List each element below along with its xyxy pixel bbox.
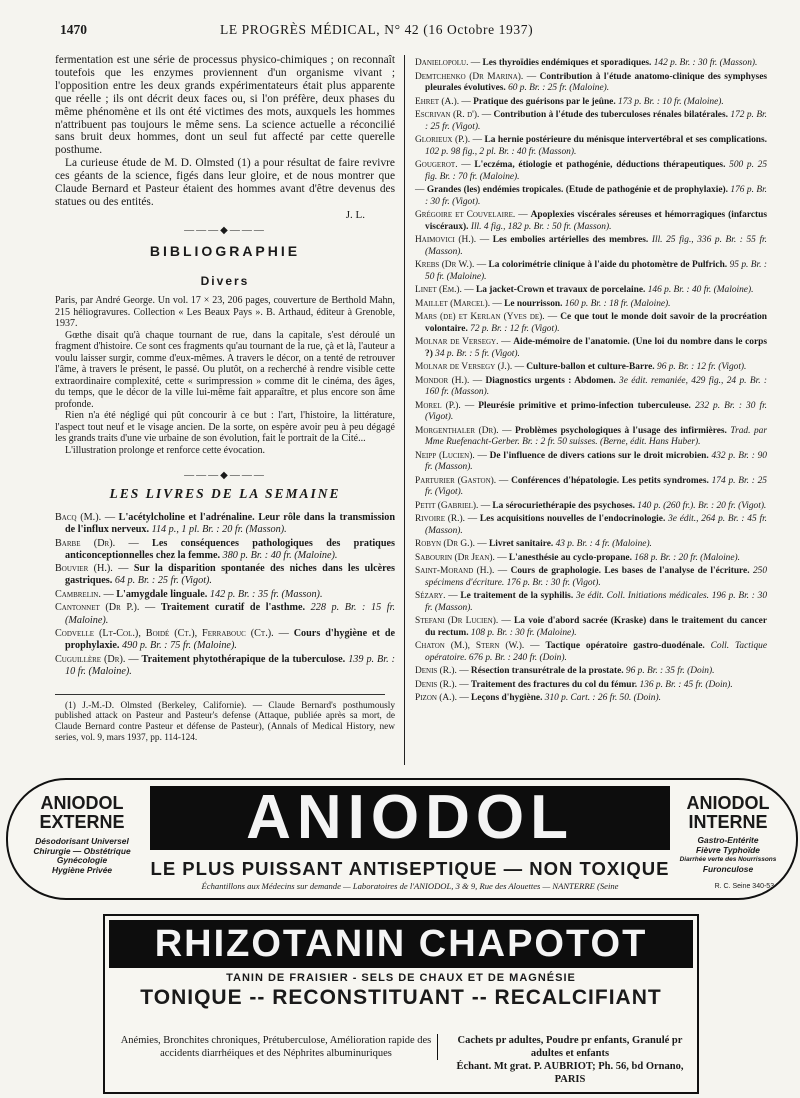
ad-line: Furonculose — [702, 863, 754, 874]
ad-line: Gastro-Entérite — [697, 835, 759, 845]
book-author: Parturier (Gaston). — [415, 475, 497, 486]
book-title: Résection transurétrale de la prostate. — [470, 666, 624, 676]
book-title: Les conséquences pathologiques des pratiques anticonceptionnelles chez la femme. — [65, 537, 395, 561]
book-entry: Morel (P.). — Pleurésie primitive et primo-infection tuberculeuse. 232 p. Br. : 30 fr. (Vigot). — [415, 400, 768, 422]
book-entry: Grégoire et Couvelaire. — Apoplexies viscérales séreuses et hémorragiques (infarctus viscéraux). Ill. 4 fig., 182 p. Br. : 50 fr. (Masson). — [415, 210, 767, 232]
book-publication: Ill. 25 fig., 336 p. Br. : 55 fr. (Masson). — [425, 235, 768, 257]
rhizotanin-brand: RHIZOTANIN CHAPOTOT — [109, 920, 693, 968]
book-title: Les acquisitions nouvelles de l'endocrinologie. — [479, 514, 666, 524]
book-author: Mars (de) et Kerlan (Yves de). — [415, 312, 545, 322]
book-title: La sérocuriethérapie des psychoses. — [492, 500, 635, 511]
book-entry: Rivoire (R.). — Les acquisitions nouvelles de l'endocrinologie. 3e édit., 264 p. Br. : 45 fr. (Masson). — [415, 514, 768, 536]
book-author: Cuguillère (Dr). — [55, 653, 126, 665]
book-publication: 102 p. 98 fig., 2 pl. Br. : 40 fr. (Masson). — [425, 146, 577, 157]
book-publication: 60 p. Br. : 25 fr. (Maloine). — [508, 83, 610, 93]
book-publication: 140 p. (260 fr.). Br. : 20 fr. (Vigot). — [637, 500, 767, 511]
book-title: Diagnostics urgents : Abdomen. — [485, 375, 616, 386]
book-entry: Parturier (Gaston). — Conférences d'hépatologie. Les petits syndromes. 174 p. Br. : 25 fr. (Vigot). — [415, 475, 767, 497]
book-author: Sabourin (Dr Jean). — [415, 552, 495, 563]
ad-subtitle: TANIN DE FRAISIER - SELS DE CHAUX ET DE MAGNÉSIE — [226, 972, 576, 984]
book-entry: Pizon (A.). — Leçons d'hygiène. 310 p. Cart. : 26 fr. 50. (Doin). — [415, 693, 661, 703]
book-author: Linet (Em.). — [415, 285, 462, 295]
footnote: (1) J.-M.-D. Olmsted (Berkeley, Californie). — Claude Bernard's posthumously published attack on Pasteur and Pasteur's defense (Attaque, publiée après sa mort, de Claude Bernard contre Pasteur et défense de Pasteur), (Annals of Medical History, new series, vol. 9, mars 1937, pp. 114-124. — [55, 700, 395, 743]
book-entry: Ehret (A.). — Pratique des guérisons par le jeûne. 173 p. Br. : 10 fr. (Maloine). — [415, 96, 724, 107]
book-entry: Demtchenko (Dr Marina). — Contribution à l'étude anatomo-clinique des symphyses pleurales évolutives. 60 p. Br. : 25 fr. (Maloine). — [415, 71, 768, 93]
ad-registration: R. C. Seine 340-534 — [714, 883, 778, 890]
intro-text — [55, 54, 395, 221]
book-title: La colorimétrie clinique à l'aide du photomètre de Pulfrich. — [488, 260, 728, 270]
book-entry: Sézary. — Le traitement de la syphilis. 3e édit. Coll. Initiations médicales. 196 p. Br. : 30 fr. (Masson). — [415, 591, 768, 613]
book-publication: 172 p. Br. : 25 fr. (Vigot). — [425, 110, 767, 132]
book-author: Bouvier (H.). — [55, 563, 113, 575]
book-entry: — Grandes (les) endémies tropicales. (Etude de pathogénie et de prophylaxie). 176 p. Br. : 30 fr. (Vigot). — [415, 185, 768, 207]
ad-line: Hygiène Privée — [51, 864, 113, 875]
book-title: Ce que tout le monde doit savoir de la procréation volontaire. — [425, 312, 768, 334]
book-publication: 500 p. 25 fig. Br. : 70 fr. (Maloine). — [425, 160, 768, 182]
book-author: Escrivan (R. d'). — [415, 110, 480, 120]
book-title: La jacket-Crown et travaux de porcelaine. — [475, 285, 646, 295]
book-author: Morgenthaler (Dr). — [415, 425, 499, 436]
aniodol-brand: ANIODOL — [150, 786, 670, 850]
book-title: Culture-ballon et culture-Barre. — [526, 362, 655, 372]
ad-line: Désodorisant Universel — [35, 836, 129, 846]
book-title: Cours de graphologie. Les bases de l'analyse de l'écriture. — [510, 566, 750, 576]
book-publication: 174 p. Br. : 25 fr. (Vigot). — [425, 475, 767, 497]
column-divider — [404, 55, 405, 765]
book-publication: 146 p. Br. : 40 fr. (Maloine). — [647, 285, 754, 295]
book-publication: 72 p. Br. : 12 fr. (Vigot). — [470, 323, 560, 334]
book-title: Les embolies artérielles des membres. — [492, 235, 649, 245]
ad-line: Gynécologie — [56, 855, 108, 866]
signature: J. L. — [345, 208, 365, 221]
book-author: Pizon (A.). — [415, 693, 457, 703]
book-title: Conférences d'hépatologie. Les petits syndromes. — [511, 475, 709, 486]
book-publication: 43 p. Br. : 4 fr. (Maloine). — [555, 539, 652, 549]
ad-claim: TONIQUE -- RECONSTITUANT -- RECALCIFIANT — [140, 986, 662, 1009]
book-publication: 3e édit. Coll. Initiations médicales. 196 p. Br. : 30 fr. (Masson). — [425, 591, 768, 613]
book-author: Denis (R.). — [415, 679, 457, 690]
book-entry: Denis (R.). — Traitement des fractures du col du fémur. 136 p. Br. : 45 fr. (Doin). — [415, 679, 733, 690]
book-publication: 432 p. Br. : 90 fr. (Masson). — [425, 450, 767, 472]
aniodol-advertisement — [6, 778, 798, 900]
book-entry: Molnar de Versegy. — Aide-mémoire de l'anatomie. (Une loi du nombre dans le corps ?) 34 p. Br. : 5 fr. (Vigot). — [415, 337, 767, 359]
book-publication: 228 p. Br. : 15 fr. (Maloine). — [65, 602, 395, 626]
book-publication: 3e édit. remaniée, 429 fig., 24 p. Br. : 160 fr. (Masson). — [425, 375, 768, 397]
book-publication: 108 p. Br. : 30 fr. (Maloine). — [470, 627, 577, 638]
book-title: Les thyroïdies endémiques et sporadiques. — [482, 58, 652, 68]
book-author: Grégoire et Couvelaire. — [415, 210, 516, 220]
ad-line: Fièvre Typhoïde — [696, 844, 760, 855]
book-entry: Maillet (Marcel). — Le nourrisson. 160 p. Br. : 18 fr. (Maloine). — [415, 298, 671, 309]
book-author: Robyn (Dr G.). — [415, 539, 475, 549]
book-entry: Morgenthaler (Dr). — Problèmes psychologiques à l'usage des infirmières. Trad. par Mme Ruefenacht-Gerber. Br. : 2 fr. 50 suisses. (Berne, édit. Hans Huber). — [415, 425, 768, 447]
book-publication: 96 p. Br. : 12 fr. (Vigot). — [657, 362, 747, 372]
book-title: Sur la disparition spontanée des niches dans les ulcères gastriques. — [65, 563, 395, 587]
book-author: Gougerot. — [415, 160, 458, 170]
ad-dosage — [445, 1034, 695, 1086]
review-paragraph: Gœthe disait qu'à chaque tournant de rue, dans la capitale, s'est déroulé un fragment d'histoire. Ce sont ces fragments qu'au tournant de la rue, çà et là, l'auteur a voulu laisser surgir, comme d'eux-mêmes. A travers le décor, on a tenté de retrouver l'âme, à travers le présent, le passé. Ou plutôt, on a recherché à rendre visible cette extraordinaire complexité, cette « surimpression » comme dit le cinéma, des âges, du temps, que le décor de la ville lui-même fait apparaître, et plus encore son âme profonde. — [55, 329, 395, 410]
ad-heading: EXTERNE — [39, 812, 125, 832]
book-title: L'eczéma, étiologie et pathogénie, déductions thérapeutiques. — [474, 160, 726, 170]
book-entry: Cantonnet (Dr P.). — Traitement curatif de l'asthme. 228 p. Br. : 15 fr. (Maloine). — [55, 602, 395, 626]
ad-indications: Anémies, Bronchites chroniques, Prétuberculose, Amélioration rapide des accidents diarrhéiques et des Néphrites albuminuriques — [115, 1034, 438, 1060]
book-title: L'amygdale linguale. — [116, 588, 208, 600]
book-entry: Denis (R.). — Résection transurétrale de la prostate. 96 p. Br. : 35 fr. (Doin). — [415, 666, 715, 676]
book-entry: Petit (Gabriel). — La sérocuriethérapie des psychoses. 140 p. (260 fr.). Br. : 20 fr. (Vigot). — [415, 500, 767, 511]
book-title: La voie d'abord sacrée (Kraske) dans le traitement du cancer du rectum. — [425, 616, 768, 638]
book-publication: 136 p. Br. : 45 fr. (Doin). — [639, 679, 733, 690]
book-entry: Cambrelin. — L'amygdale linguale. 142 p. Br. : 35 fr. (Masson). — [55, 588, 323, 600]
book-entry: Bouvier (H.). — Sur la disparition spontanée des niches dans les ulcères gastriques. 64 p. Br. : 25 fr. (Vigot). — [55, 563, 395, 587]
book-entry: Mondor (H.). — Diagnostics urgents : Abdomen. 3e édit. remaniée, 429 fig., 24 p. Br. : 160 fr. (Masson). — [415, 375, 768, 397]
left-column — [55, 54, 395, 743]
ad-heading: ANIODOL — [686, 793, 770, 813]
book-entry: Molnar de Versegy (J.). — Culture-ballon et culture-Barre. 96 p. Br. : 12 fr. (Vigot). — [415, 362, 747, 372]
book-publication: 173 p. Br. : 10 fr. (Maloine). — [618, 96, 724, 107]
book-entry: Stefani (Dr Lucien). — La voie d'abord sacrée (Kraske) dans le traitement du cancer du rectum. 108 p. Br. : 30 fr. (Maloine). — [415, 616, 768, 638]
intro-paragraph: fermentation est une série de processus physico-chimiques ; on reconnaît toutefois que les enzymes proviennent d'un organisme vivant ; l'opposition entre les deux grands expérimentateurs était plus apparente que réelle ; ils ont décrit deux faces ou, si l'on préfère, deux phases du même phénomène et ils ont été victimes des mots, auxquels les hommes n'attribuent pas toujours le même sens. La science actuelle a réconcilié sans bruit deux hommes, dont un seul fut affecté par cette querelle posthume. — [55, 54, 395, 157]
book-title: Aide-mémoire de l'anatomie. (Une loi du nombre dans le corps ?) — [425, 337, 767, 359]
book-title: L'acétylcholine et l'adrénaline. Leur rôle dans la transmission de l'influx nerveux. — [65, 512, 396, 536]
book-publication: Ill. 4 fig., 182 p. Br. : 50 fr. (Masson). — [470, 221, 612, 232]
book-author: Ehret (A.). — [415, 96, 460, 107]
ornament-divider: ———◆——— — [184, 470, 266, 482]
book-list — [55, 512, 395, 678]
book-title: Grandes (les) endémies tropicales. (Etude de pathogénie et de prophylaxie). — [426, 185, 728, 195]
book-author: Sézary. — [415, 591, 446, 601]
book-entry: Linet (Em.). — La jacket-Crown et travaux de porcelaine. 146 p. Br. : 40 fr. (Maloine). — [415, 285, 754, 295]
book-publication: Coll. Tactique opératoire. 676 p. Br. : 240 fr. (Doin). — [425, 641, 767, 663]
book-author: Neipp (Lucien). — [415, 450, 475, 461]
ornament-divider: ———◆——— — [184, 224, 266, 236]
book-entry: Neipp (Lucien). — De l'influence de divers cations sur le droit microbien. 432 p. Br. : 90 fr. (Masson). — [415, 450, 767, 472]
book-author: Stefani (Dr Lucien). — [415, 616, 499, 626]
book-publication: 176 p. Br. : 30 fr. (Vigot). — [425, 185, 768, 207]
ad-heading: ANIODOL — [40, 793, 124, 813]
book-author: Morel (P.). — [415, 400, 461, 411]
book-author: Cantonnet (Dr P.). — [55, 602, 140, 614]
book-title: Traitement phytothérapique de la tuberculose. — [141, 653, 346, 665]
book-publication: 142 p. Br. : 35 fr. (Masson). — [209, 588, 323, 600]
section-heading: BIBLIOGRAPHIE — [149, 242, 301, 259]
book-publication: 142 p. Br. : 30 fr. (Masson). — [653, 58, 758, 68]
book-publication: 168 p. Br. : 20 fr. (Maloine). — [634, 552, 740, 563]
book-author: Molnar de Versegy (J.). — [415, 362, 513, 372]
book-author: Cambrelin. — [55, 588, 101, 600]
book-publication: 96 p. Br. : 35 fr. (Doin). — [625, 666, 715, 676]
book-publication: 160 p. Br. : 18 fr. (Maloine). — [564, 298, 671, 309]
section-heading: LES LIVRES DE LA SEMAINE — [109, 486, 341, 502]
book-author: Glorieux (P.). — [415, 135, 471, 145]
book-title: Pleurésie primitive et primo-infection tuberculeuse. — [478, 400, 691, 411]
page-number: 1470 — [60, 22, 87, 37]
book-entry: Escrivan (R. d'). — Contribution à l'étude des tuberculoses rénales bilatérales. 172 p. Br. : 25 fr. (Vigot). — [415, 110, 767, 132]
book-entry: Glorieux (P.). — La hernie postérieure du ménisque intervertébral et ses complications. 102 p. 98 fig., 2 pl. Br. : 40 fr. (Masson). — [415, 135, 767, 157]
book-publication: 64 p. Br. : 25 fr. (Vigot). — [114, 575, 212, 587]
book-publication: 3e édit., 264 p. Br. : 45 fr. (Masson). — [425, 514, 768, 536]
book-title: Traitement curatif de l'asthme. — [160, 602, 306, 614]
book-title: La hernie postérieure du ménisque intervertébral et ses complications. — [484, 135, 767, 145]
right-column — [415, 58, 767, 707]
intro-paragraph: La curieuse étude de M. D. Olmsted (1) a pour résultat de faire revivre ces géants de la science, figés dans leur gloire, et de nous montrer que Claude Bernard et Pasteur étaient des hommes avant d'être devenus des statues ou des entités. — [55, 157, 395, 208]
book-title: Le nourrisson. — [504, 298, 563, 309]
book-publication: Trad. par Mme Ruefenacht-Gerber. Br. : 2 fr. 50 suisses. (Berne, édit. Hans Huber). — [425, 425, 768, 447]
book-entry: Codvelle (Lt-Col.), Boidé (Ct.), Ferrabouc (Ct.). — Cours d'hygiène et de prophylaxie. 490 p. Br. : 75 fr. (Maloine). — [55, 628, 395, 652]
book-publication: 34 p. Br. : 5 fr. (Vigot). — [435, 348, 520, 359]
book-entry: Chaton (M.), Stern (W.). — Tactique opératoire gastro-duodénale. Coll. Tactique opératoire. 676 p. Br. : 240 fr. (Doin). — [415, 641, 767, 663]
ad-line: Diarrhée verte des Nourrissons — [679, 856, 777, 864]
book-author: Haimovici (H.). — [415, 235, 477, 245]
book-title: De l'influence de divers cations sur le droit microbien. — [489, 450, 709, 461]
book-entry: Haimovici (H.). — Les embolies artérielles des membres. Ill. 25 fig., 336 p. Br. : 55 fr. (Masson). — [415, 235, 768, 257]
book-author: Rivoire (R.). — [415, 514, 465, 524]
book-author: Molnar de Versegy. — [415, 337, 499, 347]
book-publication: 490 p. Br. : 75 fr. (Maloine). — [122, 640, 237, 652]
aniodol-externe-box — [22, 794, 142, 886]
book-author: Maillet (Marcel). — [415, 298, 491, 309]
rhizotanin-advertisement — [103, 914, 699, 1094]
book-title: Contribution à l'étude anatomo-clinique des symphyses pleurales évolutives. — [425, 71, 768, 93]
book-author: Codvelle (Lt-Col.), Boidé (Ct.), Ferrabouc (Ct.). — [55, 628, 274, 640]
aniodol-interne-box — [674, 794, 782, 886]
book-title: Tactique opératoire gastro-duodénale. — [545, 641, 705, 651]
section-subheading: Divers — [200, 274, 250, 289]
book-author: Bacq (M.). — [55, 512, 102, 524]
book-entry: Gougerot. — L'eczéma, étiologie et pathogénie, déductions thérapeutiques. 500 p. 25 fig. Br. : 70 fr. (Maloine). — [415, 160, 768, 182]
book-author: Krebs (Dr W.). — [415, 260, 475, 270]
book-title: Livret sanitaire. — [488, 539, 554, 549]
book-publication: 232 p. Br. : 30 fr. (Vigot). — [425, 400, 768, 422]
book-title: Contribution à l'étude des tuberculoses rénales bilatérales. — [493, 110, 728, 120]
book-title: Pratique des guérisons par le jeûne. — [473, 96, 616, 107]
book-publication: 310 p. Cart. : 26 fr. 50. (Doin). — [544, 693, 661, 703]
book-author: Petit (Gabriel). — [415, 500, 479, 511]
review-paragraph: Paris, par André George. Un vol. 17 × 23, 206 pages, couverture de Berthold Mahn, 215 héliogravures. Collection « Les Beaux Pays ». B. Arthaud, éditeur à Grenoble, 1937. — [55, 295, 395, 330]
book-entry: Mars (de) et Kerlan (Yves de). — Ce que tout le monde doit savoir de la procréation volontaire. 72 p. Br. : 12 fr. (Vigot). — [415, 312, 768, 334]
book-publication: 95 p. Br. : 50 fr. (Maloine). — [425, 260, 768, 282]
book-publication: 380 p. Br. : 40 fr. (Maloine). — [222, 549, 338, 561]
book-title: Le traitement de la syphilis. — [460, 591, 574, 601]
book-author: Danielopolu. — [415, 58, 469, 68]
ad-line: Chirurgie — Obstétrique — [33, 845, 131, 856]
ad-samples-line: Échantillons aux Médecins sur demande — Laboratoires de l'ANIODOL, 3 & 9, Rue des Alouettes — NANTERRE (Seine — [201, 881, 619, 891]
ad-dosage-line: Cachets pr adultes, Poudre pr enfants, Granulé pr adultes et enfants — [457, 1035, 683, 1059]
book-title: Leçons d'hygiène. — [471, 693, 543, 703]
book-entry: Robyn (Dr G.). — Livret sanitaire. 43 p. Br. : 4 fr. (Maloine). — [415, 539, 652, 549]
ad-sample-line: Échant. Mt grat. P. AUBRIOT; Ph. 56, bd Ornano, PARIS — [456, 1061, 684, 1085]
book-entry: Danielopolu. — Les thyroïdies endémiques et sporadiques. 142 p. Br. : 30 fr. (Masson). — [415, 58, 758, 68]
book-publication: 114 p., 1 pl. Br. : 20 fr. (Masson). — [151, 524, 287, 536]
book-publication: 250 spécimens d'écriture. 176 p. Br. : 30 fr. (Vigot). — [425, 566, 768, 588]
book-author: Mondor (H.). — [415, 375, 470, 386]
ad-heading: INTERNE — [688, 812, 768, 832]
book-list — [415, 58, 767, 705]
ad-slogan: LE PLUS PUISSANT ANTISEPTIQUE — NON TOXIQUE — [150, 858, 670, 879]
book-review — [55, 295, 395, 456]
page-header — [60, 22, 760, 42]
book-author: Chaton (M.), Stern (W.). — [415, 641, 525, 651]
book-title: Apoplexies viscérales séreuses et hémorragiques (infarctus viscéraux). — [425, 210, 767, 232]
book-title: Cours d'hygiène et de prophylaxie. — [65, 628, 395, 652]
book-title: L'anesthésie au cyclo-propane. — [508, 552, 632, 563]
book-author: Denis (R.). — [415, 666, 457, 676]
book-entry: Cuguillère (Dr). — Traitement phytothérapique de la tuberculose. 139 p. Br. : 10 fr. (Maloine). — [55, 653, 396, 677]
book-author: Demtchenko (Dr Marina). — [415, 71, 524, 82]
book-title: Traitement des fractures du col du fémur. — [470, 679, 638, 690]
book-entry: Saint-Morand (H.). — Cours de graphologie. Les bases de l'analyse de l'écriture. 250 spécimens d'écriture. 176 p. Br. : 30 fr. (Vigot). — [415, 566, 768, 588]
review-paragraph: Rien n'a été négligé qui pût concourir à ce but : l'art, l'histoire, la littérature, l'aspect tout neuf et le visage ancien. De la sorte, on espère avoir peu à peu dégagé les grands traits d'une vie urbaine de son évolution, fait le portrait de la Cité... — [55, 410, 395, 445]
footnote-rule — [55, 694, 385, 695]
running-title: LE PROGRÈS MÉDICAL, N° 42 (16 Octobre 1937) — [220, 22, 534, 37]
book-entry: Sabourin (Dr Jean). — L'anesthésie au cyclo-propane. 168 p. Br. : 20 fr. (Maloine). — [415, 552, 740, 563]
book-title: Problèmes psychologiques à l'usage des infirmières. — [515, 425, 727, 436]
book-publication: 139 p. Br. : 10 fr. (Maloine). — [65, 653, 396, 677]
book-entry: Krebs (Dr W.). — La colorimétrie clinique à l'aide du photomètre de Pulfrich. 95 p. Br. : 50 fr. (Maloine). — [415, 260, 768, 282]
book-author: Barbe (Dr). — [55, 537, 116, 549]
book-entry: Bacq (M.). — L'acétylcholine et l'adrénaline. Leur rôle dans la transmission de l'influx nerveux. 114 p., 1 pl. Br. : 20 fr. (Masson). — [55, 512, 396, 536]
review-paragraph: L'illustration prolonge et renforce cette évocation. — [65, 444, 266, 456]
book-author: Saint-Morand (H.). — [415, 566, 495, 576]
book-entry: Barbe (Dr). — Les conséquences pathologiques des pratiques anticonceptionnelles chez la femme. 380 p. Br. : 40 fr. (Maloine). — [55, 537, 395, 561]
